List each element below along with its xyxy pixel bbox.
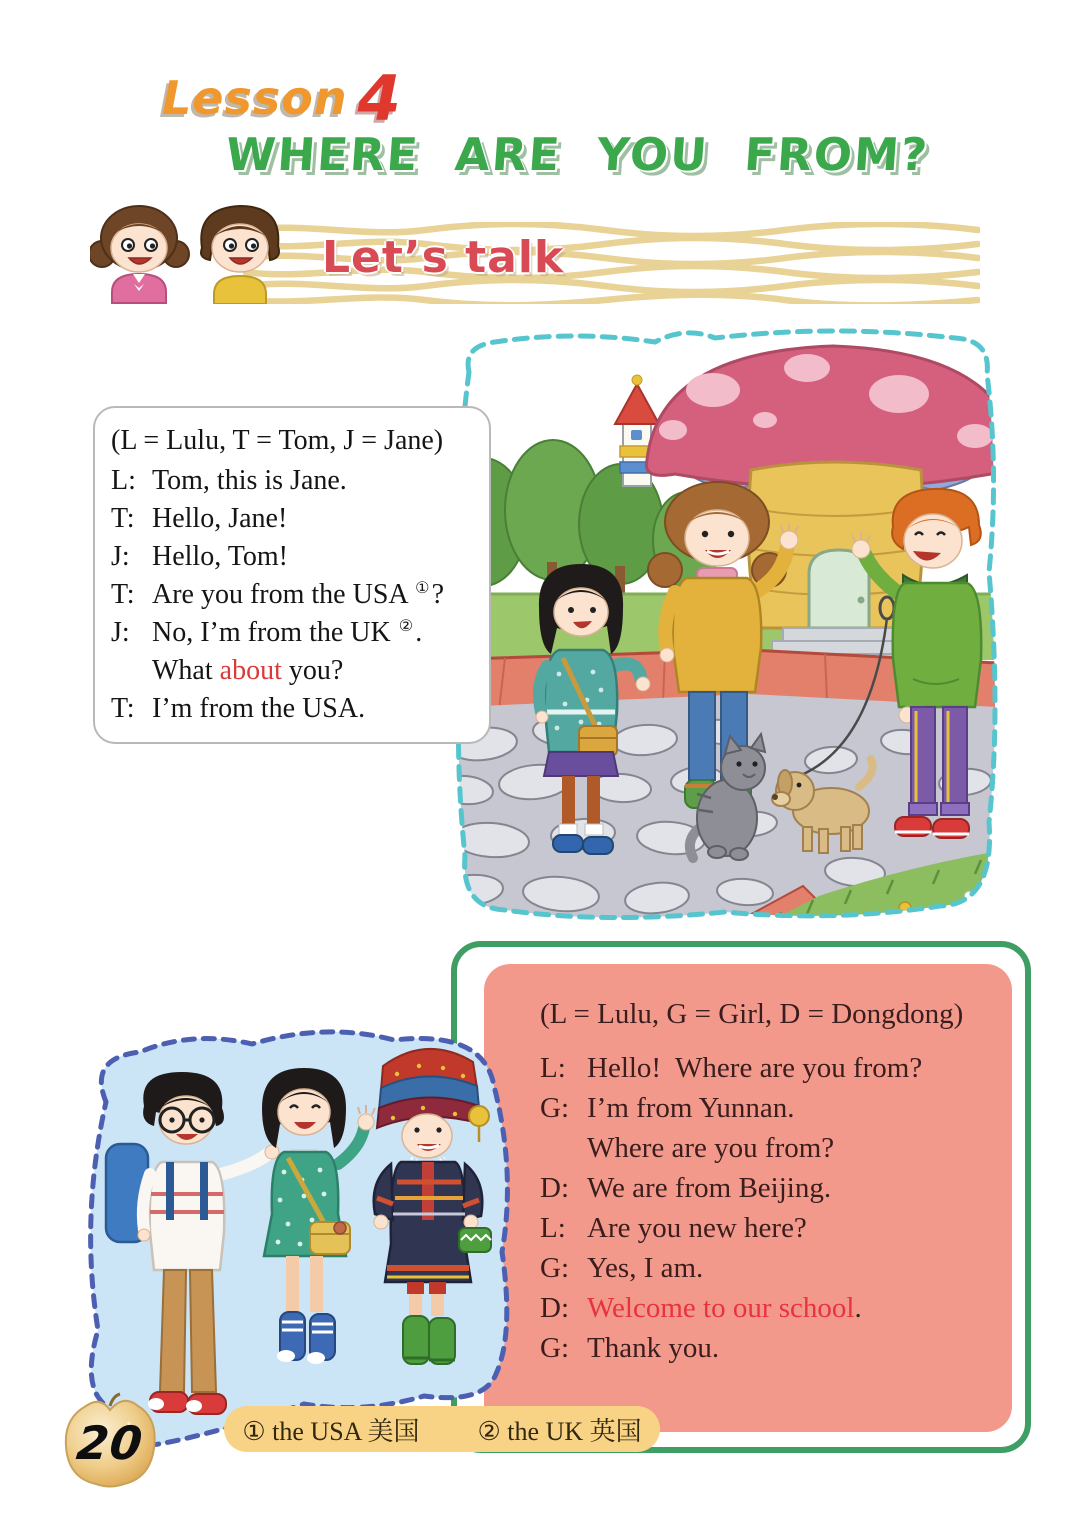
dialog-line: [540, 1168, 1006, 1208]
speaker-label: L:: [540, 1212, 566, 1244]
page-number-badge: [58, 1392, 162, 1492]
speaker-label: [540, 1128, 587, 1168]
dialog-line: [540, 1248, 1006, 1288]
dialog-line: [111, 500, 479, 538]
dialog-card-lets-talk-2: [484, 964, 1012, 1432]
section-label: Let’s talk: [322, 232, 565, 283]
dialog-line: [111, 576, 479, 614]
dialog-line: [540, 1048, 1006, 1088]
speaker-label: J:: [111, 617, 130, 648]
banner-girl-head: [90, 206, 189, 303]
line-text: Are you from the USA ①?: [152, 578, 445, 610]
dialog-line: [111, 614, 479, 652]
speaker-label: T:: [111, 579, 135, 610]
lesson-number: 4: [357, 62, 401, 135]
speaker-label: G:: [540, 1332, 569, 1364]
footnote-usa: ① the USA 美国: [242, 1416, 420, 1446]
banner-boy-head: [201, 206, 279, 304]
footnote-bar: [224, 1406, 660, 1452]
line-text: Hello, Tom!: [152, 541, 288, 572]
line-text: Hello, Jane!: [152, 503, 288, 534]
line-text: I’m from Yunnan.: [587, 1092, 795, 1124]
dialog-card-lets-talk-1: [93, 406, 491, 744]
line-text: We are from Beijing.: [587, 1172, 832, 1204]
line-text: I’m from the USA.: [152, 693, 366, 724]
speaker-label: D:: [540, 1172, 569, 1204]
line-text: Are you new here?: [587, 1212, 807, 1244]
speaker-label: T:: [111, 503, 135, 534]
page-number: 20: [74, 1416, 146, 1470]
speaker-label: G:: [540, 1252, 569, 1284]
footnote-uk: ② the UK 英国: [477, 1416, 642, 1446]
dialog-line: [540, 1288, 1006, 1328]
line-text: Tom, this is Jane.: [152, 465, 347, 496]
dialog-line: [540, 1088, 1006, 1128]
speaker-label: T:: [111, 693, 135, 724]
line-text: Welcome to our school.: [587, 1292, 862, 1324]
lesson-title: [162, 62, 401, 135]
dialog-line: [111, 652, 479, 690]
line-text: Where are you from?: [587, 1132, 835, 1164]
dialog-intro: (L = Lulu, G = Girl, D = Dongdong): [540, 998, 964, 1030]
line-text: No, I’m from the UK ②.: [152, 616, 423, 648]
line-text: Thank you.: [587, 1332, 720, 1364]
dialog-line: [540, 1208, 1006, 1248]
dialog-green-frame: [451, 941, 1031, 1453]
dialog-line: [111, 462, 479, 500]
banner-kids-icon: [90, 196, 298, 304]
speaker-label: [111, 652, 152, 690]
dialog-line: [111, 690, 479, 728]
line-text: What about you?: [152, 655, 344, 686]
speaker-label: L:: [540, 1052, 566, 1084]
dialog-intro: (L = Lulu, T = Tom, J = Jane): [111, 425, 444, 456]
main-scene-illustration: [435, 312, 1017, 936]
dialog-line: [540, 1128, 1006, 1168]
line-text: Hello! Where are you from?: [587, 1052, 923, 1084]
speaker-label: J:: [111, 541, 130, 572]
line-text: Yes, I am.: [587, 1252, 704, 1284]
speaker-label: G:: [540, 1092, 569, 1124]
lesson-word: Lesson: [162, 71, 348, 125]
speaker-label: L:: [111, 465, 136, 496]
speaker-label: D:: [540, 1292, 569, 1324]
page-title: WHERE ARE YOU FROM?: [224, 128, 931, 181]
dialog-line: [540, 1328, 1006, 1368]
dialog-line: [111, 538, 479, 576]
